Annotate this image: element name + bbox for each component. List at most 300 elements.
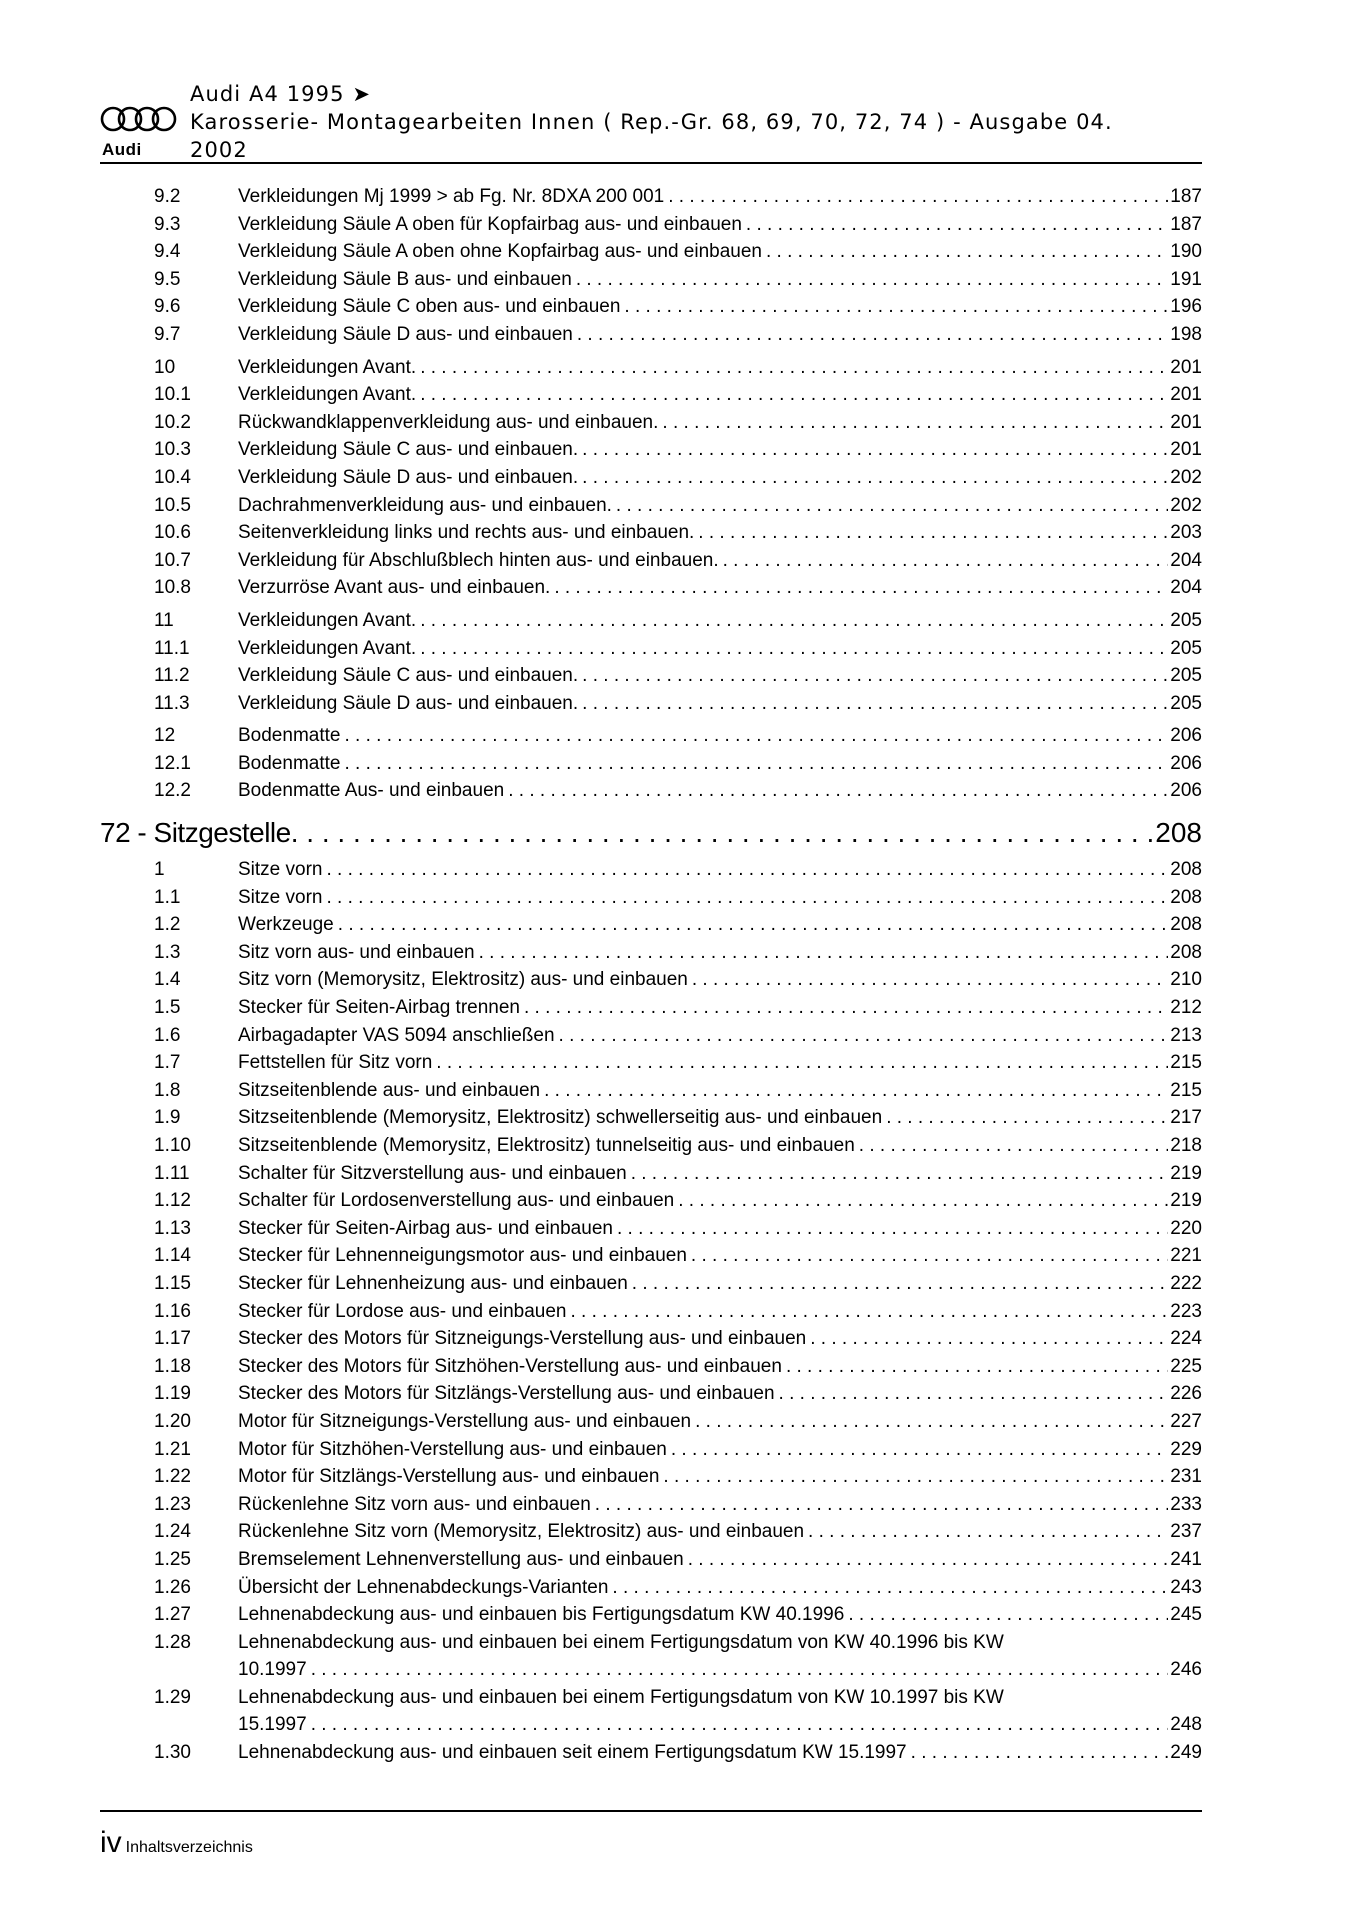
toc-entry-title-group bbox=[238, 1739, 1168, 1767]
toc-entry[interactable] bbox=[100, 1187, 1202, 1215]
toc-entry[interactable] bbox=[100, 1574, 1202, 1602]
leader-dots bbox=[608, 1574, 1168, 1602]
toc-entry[interactable] bbox=[100, 547, 1202, 575]
toc-entry-page-number: 210 bbox=[1170, 969, 1202, 991]
toc-entry[interactable] bbox=[100, 1077, 1202, 1105]
toc-entry-page-number: 219 bbox=[1170, 1162, 1202, 1184]
toc-entry-title: Sitz vorn (Memorysitz, Elektrositz) aus- und einbauen bbox=[238, 969, 688, 991]
toc-entry-title: Verkleidung Säule D aus- und einbauen bbox=[238, 323, 573, 345]
toc-entry-title: Verkleidung Säule C aus- und einbauen. bbox=[238, 665, 579, 687]
toc-entry[interactable] bbox=[100, 884, 1202, 912]
toc-entry-page-number: 218 bbox=[1170, 1135, 1202, 1156]
toc-entry-title-group bbox=[238, 293, 1168, 321]
toc-entry-title-group bbox=[238, 1546, 1168, 1574]
leader-dots bbox=[664, 183, 1168, 211]
toc-entry-page-number: 202 bbox=[1170, 494, 1202, 516]
toc-entry-title: Lehnenabdeckung aus- und einbauen bei einem Fertigungsdatum von KW 10.1997 bis KW bbox=[238, 1686, 1004, 1708]
leader-dots bbox=[573, 321, 1168, 349]
toc-entry[interactable] bbox=[100, 321, 1202, 349]
toc-entry-number: 1.21 bbox=[154, 1438, 191, 1460]
leader-dots bbox=[540, 1077, 1168, 1105]
leader-dots bbox=[291, 815, 1156, 851]
toc-entry[interactable] bbox=[100, 777, 1202, 805]
leader-dots bbox=[694, 519, 1168, 547]
toc-entry[interactable] bbox=[100, 183, 1202, 211]
toc-entry-title-group bbox=[238, 1574, 1168, 1602]
leader-dots bbox=[667, 1436, 1168, 1464]
toc-entry-title-group bbox=[238, 1491, 1168, 1519]
toc-entry-number: 1.1 bbox=[154, 886, 181, 908]
toc-entry[interactable] bbox=[100, 662, 1202, 690]
toc-entry-title: Stecker des Motors für Sitzhöhen-Verstellung aus- und einbauen bbox=[238, 1355, 782, 1377]
toc-entry-title-group bbox=[238, 662, 1168, 690]
toc-entry-page-number: 229 bbox=[1170, 1438, 1202, 1460]
toc-entry-title: Motor für Sitzhöhen-Verstellung aus- und einbauen bbox=[238, 1438, 667, 1460]
toc-entry-title: Stecker für Seiten-Airbag aus- und einbauen bbox=[238, 1217, 613, 1239]
leader-dots bbox=[762, 238, 1168, 266]
leader-dots bbox=[742, 211, 1168, 239]
toc-entry-title: Bremselement Lehnenverstellung aus- und einbauen bbox=[238, 1548, 684, 1570]
toc-entry-title-group bbox=[238, 884, 1168, 912]
toc-entry[interactable] bbox=[100, 238, 1202, 266]
toc-entry-title: Verkleidung Säule C oben aus- und einbauen bbox=[238, 296, 621, 318]
toc-entry-title: Rückenlehne Sitz vorn aus- und einbauen bbox=[238, 1493, 591, 1515]
toc-entry-number: 12.1 bbox=[154, 752, 191, 774]
toc-entry-title-group bbox=[238, 994, 1168, 1022]
leader-dots bbox=[555, 1022, 1169, 1050]
leader-dots bbox=[804, 1518, 1168, 1546]
toc-entry[interactable] bbox=[100, 966, 1202, 994]
toc-entry-page-number: 206 bbox=[1170, 780, 1202, 802]
toc-entry-page-number: 219 bbox=[1170, 1190, 1202, 1212]
toc-entry-number: 10.8 bbox=[154, 577, 191, 599]
toc-entry-title-group bbox=[238, 1353, 1168, 1381]
toc-entry-page-number: 241 bbox=[1170, 1548, 1202, 1570]
toc-chapter-heading[interactable] bbox=[100, 815, 1202, 851]
leader-dots bbox=[806, 1325, 1168, 1353]
toc-entry[interactable] bbox=[100, 994, 1202, 1022]
toc-entry-number: 1.2 bbox=[154, 914, 181, 936]
audi-wordmark: Audi bbox=[102, 140, 142, 159]
toc-entry-title-group bbox=[238, 1684, 1202, 1739]
leader-dots bbox=[334, 911, 1169, 939]
toc-entry-number: 1.10 bbox=[154, 1135, 191, 1156]
toc-entry-number: 1.29 bbox=[154, 1686, 191, 1708]
toc-entry-number: 1.3 bbox=[154, 941, 181, 963]
toc-entry[interactable] bbox=[100, 1491, 1202, 1519]
leader-dots bbox=[691, 1408, 1168, 1436]
toc-entry-title-group bbox=[238, 1436, 1168, 1464]
toc-entry-page-number: 220 bbox=[1170, 1217, 1202, 1239]
toc-entry-title: Sitzseitenblende (Memorysitz, Elektrositz) schwellerseitig aus- und einbauen bbox=[238, 1107, 883, 1129]
toc-entry-page-number: 205 bbox=[1170, 609, 1202, 631]
toc-entry[interactable] bbox=[100, 1408, 1202, 1436]
toc-entry-title-continuation: 15.1997 bbox=[238, 1714, 307, 1736]
toc-entry-number: 1 bbox=[154, 859, 165, 881]
toc-entry-title-group bbox=[238, 1022, 1168, 1050]
toc-entry-title-group bbox=[238, 1380, 1168, 1408]
toc-entry-title: Stecker des Motors für Sitzlängs-Verstellung aus- und einbauen bbox=[238, 1383, 775, 1405]
toc-entry[interactable] bbox=[100, 1104, 1202, 1132]
toc-entry-page-number: 201 bbox=[1170, 439, 1202, 461]
leader-dots bbox=[627, 1160, 1169, 1188]
toc-entry[interactable] bbox=[100, 1601, 1202, 1629]
toc-entry-page-number: 208 bbox=[1170, 914, 1202, 936]
toc-entry-title-group bbox=[238, 690, 1168, 718]
toc-entry[interactable] bbox=[100, 939, 1202, 967]
toc-entry-title-group bbox=[238, 1408, 1168, 1436]
toc-entry-page-number: 204 bbox=[1170, 549, 1202, 571]
toc-entry[interactable] bbox=[100, 690, 1202, 718]
toc-entry-page-number: 196 bbox=[1170, 296, 1202, 318]
toc-entry-number: 1.4 bbox=[154, 969, 181, 991]
leader-dots bbox=[416, 354, 1168, 382]
toc-entry-page-number: 206 bbox=[1170, 725, 1202, 747]
toc-entry-title-continuation-line bbox=[238, 1711, 1202, 1739]
toc-entry-number: 11.2 bbox=[154, 665, 190, 687]
toc-entry[interactable] bbox=[100, 1132, 1202, 1160]
toc-entry-title: Schalter für Sitzverstellung aus- und einbauen bbox=[238, 1162, 627, 1184]
toc-entry[interactable] bbox=[100, 574, 1202, 602]
toc-entry[interactable] bbox=[100, 1463, 1202, 1491]
toc-entry-number: 10.3 bbox=[154, 439, 191, 461]
toc-entry[interactable] bbox=[100, 1546, 1202, 1574]
toc-entry-title-group bbox=[238, 1049, 1168, 1077]
toc-entry[interactable] bbox=[100, 211, 1202, 239]
toc-entry-page-number: 246 bbox=[1170, 1659, 1202, 1681]
toc-entry-title-group bbox=[238, 266, 1168, 294]
toc-entry-number: 1.19 bbox=[154, 1383, 191, 1405]
toc-entry-page-number: 225 bbox=[1170, 1355, 1202, 1377]
toc-entry-title-group bbox=[238, 1187, 1168, 1215]
toc-entry-page-number: 203 bbox=[1170, 522, 1202, 544]
toc-entry-title-group bbox=[238, 607, 1168, 635]
toc-entry-page-number: 226 bbox=[1170, 1383, 1202, 1405]
toc-entry-page-number: 191 bbox=[1170, 268, 1202, 290]
toc-entry[interactable] bbox=[100, 607, 1202, 635]
toc-entry-number: 1.26 bbox=[154, 1576, 191, 1598]
toc-entry[interactable] bbox=[100, 722, 1202, 750]
leader-dots bbox=[684, 1546, 1169, 1574]
toc-entry-title: Verkleidung Säule D aus- und einbauen. bbox=[238, 692, 579, 714]
leader-dots bbox=[322, 856, 1168, 884]
toc-entry-title-group bbox=[238, 519, 1168, 547]
toc-entry[interactable] bbox=[100, 911, 1202, 939]
toc-entry-title: Lehnenabdeckung aus- und einbauen seit einem Fertigungsdatum KW 15.1997 bbox=[238, 1742, 907, 1764]
toc-entry-title: Sitze vorn bbox=[238, 859, 323, 881]
toc-entry-title: Stecker für Lehnenheizung aus- und einbauen bbox=[238, 1272, 628, 1294]
toc-entry-number: 10.7 bbox=[154, 549, 191, 571]
toc-entry[interactable] bbox=[100, 1160, 1202, 1188]
leader-dots bbox=[719, 547, 1169, 575]
toc-entry-number: 10.2 bbox=[154, 411, 191, 433]
toc-entry-title-group bbox=[238, 547, 1168, 575]
toc-entry-page-number: 237 bbox=[1170, 1521, 1202, 1543]
toc-entry-page-number: 233 bbox=[1170, 1493, 1202, 1515]
toc-entry[interactable] bbox=[100, 1380, 1202, 1408]
toc-entry-title: Sitz vorn aus- und einbauen bbox=[238, 941, 475, 963]
toc-entry-number: 1.23 bbox=[154, 1493, 191, 1515]
toc-entry-title-group bbox=[238, 1629, 1202, 1684]
table-of-contents bbox=[100, 183, 1202, 1767]
toc-entry-title: Lehnenabdeckung aus- und einbauen bei einem Fertigungsdatum von KW 40.1996 bis KW bbox=[238, 1631, 1004, 1653]
toc-entry-number: 1.14 bbox=[154, 1245, 191, 1267]
toc-entry-number: 1.16 bbox=[154, 1300, 191, 1322]
toc-entry-number: 9.4 bbox=[154, 241, 181, 263]
toc-section-before bbox=[100, 183, 1202, 805]
toc-entry-title-group bbox=[238, 1242, 1168, 1270]
leader-dots bbox=[613, 1215, 1168, 1243]
toc-entry-page-number: 208 bbox=[1170, 886, 1202, 908]
leader-dots bbox=[628, 1270, 1169, 1298]
toc-entry-title-group bbox=[238, 1160, 1168, 1188]
toc-entry-number: 1.13 bbox=[154, 1217, 191, 1239]
toc-entry-title-group bbox=[238, 750, 1168, 778]
toc-entry-number: 1.7 bbox=[154, 1052, 181, 1074]
leader-dots bbox=[620, 293, 1168, 321]
toc-entry-title: Rückwandklappenverkleidung aus- und einbauen. bbox=[238, 411, 659, 433]
leader-dots bbox=[416, 381, 1168, 409]
toc-entry[interactable] bbox=[100, 266, 1202, 294]
toc-entry[interactable] bbox=[100, 1049, 1202, 1077]
toc-entry[interactable] bbox=[100, 293, 1202, 321]
toc-entry-title: Fettstellen für Sitz vorn bbox=[238, 1052, 433, 1074]
toc-entry[interactable] bbox=[100, 1518, 1202, 1546]
toc-entry-number: 10.4 bbox=[154, 466, 191, 488]
leader-dots bbox=[674, 1187, 1168, 1215]
toc-entry-title-group bbox=[238, 183, 1168, 211]
leader-dots bbox=[340, 722, 1168, 750]
toc-entry-page-number: 215 bbox=[1170, 1052, 1202, 1074]
leader-dots bbox=[907, 1739, 1169, 1767]
header-divider bbox=[100, 162, 1202, 164]
toc-entry-page-number: 217 bbox=[1170, 1107, 1202, 1129]
toc-entry[interactable] bbox=[100, 1325, 1202, 1353]
toc-entry[interactable] bbox=[100, 1684, 1202, 1739]
toc-entry-title-group bbox=[238, 911, 1168, 939]
toc-entry-title-group bbox=[238, 211, 1168, 239]
toc-entry[interactable] bbox=[100, 1270, 1202, 1298]
leader-dots bbox=[322, 884, 1168, 912]
toc-entry-number: 1.22 bbox=[154, 1466, 191, 1488]
toc-entry-title-continuation: 10.1997 bbox=[238, 1659, 307, 1681]
toc-entry[interactable] bbox=[100, 1629, 1202, 1684]
toc-entry-title: Bodenmatte bbox=[238, 725, 341, 747]
toc-entry[interactable] bbox=[100, 519, 1202, 547]
toc-entry-title-group bbox=[238, 777, 1168, 805]
toc-entry[interactable] bbox=[100, 1298, 1202, 1326]
toc-entry-title: Verkleidung Säule D aus- und einbauen. bbox=[238, 466, 579, 488]
toc-entry-title-group bbox=[238, 492, 1168, 520]
toc-entry[interactable] bbox=[100, 464, 1202, 492]
toc-entry-title: Airbagadapter VAS 5094 anschließen bbox=[238, 1024, 555, 1046]
toc-entry-title: Sitzseitenblende (Memorysitz, Elektrositz) tunnelseitig aus- und einbauen bbox=[238, 1135, 855, 1156]
toc-entry-page-number: 201 bbox=[1170, 384, 1202, 406]
toc-entry-title-group bbox=[238, 856, 1168, 884]
toc-entry-title-group bbox=[238, 1104, 1168, 1132]
toc-entry-title: Verkleidung Säule B aus- und einbauen bbox=[238, 268, 572, 290]
toc-entry-title-group bbox=[238, 1077, 1168, 1105]
toc-entry-page-number: 205 bbox=[1170, 692, 1202, 714]
toc-entry-page-number: 248 bbox=[1170, 1714, 1202, 1736]
toc-entry-page-number: 190 bbox=[1170, 241, 1202, 263]
toc-entry-title-group bbox=[238, 574, 1168, 602]
toc-entry-title-group bbox=[238, 1298, 1168, 1326]
toc-entry-number: 1.15 bbox=[154, 1272, 191, 1294]
toc-entry-title-group bbox=[238, 1463, 1168, 1491]
chapter-title: 72 - Sitzgestelle bbox=[100, 817, 291, 849]
toc-entry-page-number: 187 bbox=[1170, 213, 1202, 235]
toc-entry-number: 11 bbox=[154, 609, 174, 631]
toc-entry-title: Stecker für Lordose aus- und einbauen bbox=[238, 1300, 567, 1322]
leader-dots bbox=[504, 777, 1168, 805]
toc-entry-number: 1.9 bbox=[154, 1107, 181, 1129]
page-footer bbox=[100, 1826, 253, 1860]
toc-entry-page-number: 231 bbox=[1170, 1466, 1202, 1488]
leader-dots bbox=[567, 1298, 1169, 1326]
toc-entry-title-group bbox=[238, 1325, 1168, 1353]
leader-dots bbox=[659, 1463, 1168, 1491]
toc-entry-title-group bbox=[238, 238, 1168, 266]
toc-entry-title-group bbox=[238, 1601, 1168, 1629]
toc-entry[interactable] bbox=[100, 492, 1202, 520]
toc-entry[interactable] bbox=[100, 436, 1202, 464]
leader-dots bbox=[844, 1601, 1168, 1629]
leader-dots bbox=[432, 1049, 1168, 1077]
toc-entry[interactable] bbox=[100, 1436, 1202, 1464]
toc-entry-title-group bbox=[238, 1132, 1168, 1160]
toc-entry-title-group bbox=[238, 409, 1168, 437]
toc-entry[interactable] bbox=[100, 635, 1202, 663]
toc-entry-title: Motor für Sitzlängs-Verstellung aus- und einbauen bbox=[238, 1466, 660, 1488]
leader-dots bbox=[658, 409, 1168, 437]
leader-dots bbox=[687, 1242, 1168, 1270]
toc-entry-page-number: 221 bbox=[1170, 1245, 1202, 1267]
toc-entry-title-group bbox=[238, 966, 1168, 994]
toc-entry-page-number: 198 bbox=[1170, 323, 1202, 345]
toc-entry-number: 12.2 bbox=[154, 780, 191, 802]
toc-entry-page-number: 208 bbox=[1170, 941, 1202, 963]
toc-section-after bbox=[100, 856, 1202, 1767]
toc-entry-title-continuation-line bbox=[238, 1656, 1202, 1684]
leader-dots bbox=[550, 574, 1168, 602]
header-line-3: 2002 bbox=[190, 138, 248, 162]
leader-dots bbox=[307, 1656, 1169, 1684]
toc-entry-title-group bbox=[238, 939, 1168, 967]
toc-entry-title: Verkleidungen Mj 1999 > ab Fg. Nr. 8DXA 200 001 bbox=[238, 186, 665, 207]
toc-entry[interactable] bbox=[100, 409, 1202, 437]
toc-entry[interactable] bbox=[100, 856, 1202, 884]
header-line-1: Audi A4 1995 ➤ bbox=[190, 82, 372, 106]
toc-entry-number: 10.6 bbox=[154, 522, 191, 544]
toc-entry-title: Verkleidung Säule A oben für Kopfairbag aus- und einbauen bbox=[238, 213, 742, 235]
leader-dots bbox=[520, 994, 1168, 1022]
toc-entry-number: 11.1 bbox=[154, 637, 190, 659]
leader-dots bbox=[855, 1132, 1169, 1160]
toc-entry-number: 1.30 bbox=[154, 1742, 191, 1764]
toc-entry-title: Verzurröse Avant aus- und einbauen. bbox=[238, 577, 551, 599]
toc-entry-number: 1.18 bbox=[154, 1355, 191, 1377]
toc-entry-number: 1.5 bbox=[154, 997, 181, 1019]
toc-entry-number: 9.2 bbox=[154, 186, 181, 207]
toc-entry-title: Verkleidungen Avant. bbox=[238, 637, 417, 659]
header-line-2: Karosserie- Montagearbeiten Innen ( Rep.-Gr. 68, 69, 70, 72, 74 ) - Ausgabe 04. bbox=[190, 110, 1113, 134]
toc-entry-number: 10.5 bbox=[154, 494, 191, 516]
toc-entry-title: Verkleidungen Avant. bbox=[238, 356, 417, 378]
toc-entry-title: Lehnenabdeckung aus- und einbauen bis Fertigungsdatum KW 40.1996 bbox=[238, 1604, 845, 1626]
toc-entry-title-group bbox=[238, 1270, 1168, 1298]
leader-dots bbox=[578, 662, 1168, 690]
toc-entry-number: 1.17 bbox=[154, 1328, 191, 1350]
toc-entry-title-group bbox=[238, 1215, 1168, 1243]
toc-entry-number: 1.27 bbox=[154, 1604, 191, 1626]
toc-entry-page-number: 187 bbox=[1170, 186, 1202, 207]
page-header bbox=[100, 78, 1202, 164]
toc-entry-title: Werkzeuge bbox=[238, 914, 334, 936]
toc-entry[interactable] bbox=[100, 354, 1202, 382]
toc-entry[interactable] bbox=[100, 750, 1202, 778]
toc-entry-title: Dachrahmenverkleidung aus- und einbauen. bbox=[238, 494, 612, 516]
toc-entry-title: Motor für Sitzneigungs-Verstellung aus- und einbauen bbox=[238, 1410, 692, 1432]
toc-entry-number: 9.6 bbox=[154, 296, 181, 318]
toc-entry-number: 1.8 bbox=[154, 1079, 181, 1101]
audi-rings-icon bbox=[100, 106, 180, 136]
toc-entry-page-number: 205 bbox=[1170, 665, 1202, 687]
leader-dots bbox=[475, 939, 1169, 967]
toc-entry-title: Verkleidungen Avant. bbox=[238, 384, 417, 406]
toc-entry-title: Bodenmatte Aus- und einbauen bbox=[238, 780, 505, 802]
toc-entry-page-number: 213 bbox=[1170, 1024, 1202, 1046]
toc-entry[interactable] bbox=[100, 1353, 1202, 1381]
toc-entry[interactable] bbox=[100, 1739, 1202, 1767]
toc-entry-title-group bbox=[238, 635, 1168, 663]
toc-entry-page-number: 201 bbox=[1170, 411, 1202, 433]
toc-entry-title: Sitzseitenblende aus- und einbauen bbox=[238, 1079, 541, 1101]
footer-label: Inhaltsverzeichnis bbox=[125, 1839, 253, 1856]
toc-entry-page-number: 215 bbox=[1170, 1079, 1202, 1101]
toc-entry-number: 1.11 bbox=[154, 1162, 190, 1184]
toc-entry-title: Sitze vorn bbox=[238, 886, 323, 908]
toc-entry-number: 9.3 bbox=[154, 213, 181, 235]
leader-dots bbox=[688, 966, 1168, 994]
toc-entry-page-number: 249 bbox=[1170, 1742, 1202, 1764]
toc-entry-number: 10 bbox=[154, 356, 176, 378]
toc-entry[interactable] bbox=[100, 1022, 1202, 1050]
footer-divider bbox=[100, 1810, 1202, 1812]
toc-entry-page-number: 201 bbox=[1170, 356, 1202, 378]
leader-dots bbox=[882, 1104, 1168, 1132]
toc-entry-title: Übersicht der Lehnenabdeckungs-Varianten bbox=[238, 1576, 609, 1598]
toc-entry-title: Schalter für Lordosenverstellung aus- und einbauen bbox=[238, 1190, 675, 1212]
toc-entry-title: Seitenverkleidung links und rechts aus- und einbauen. bbox=[238, 522, 695, 544]
toc-entry-number: 11.3 bbox=[154, 692, 190, 714]
toc-entry[interactable] bbox=[100, 381, 1202, 409]
chapter-page-number: 208 bbox=[1155, 817, 1202, 849]
leader-dots bbox=[307, 1711, 1169, 1739]
leader-dots bbox=[782, 1353, 1168, 1381]
toc-entry[interactable] bbox=[100, 1215, 1202, 1243]
toc-entry-page-number: 245 bbox=[1170, 1604, 1202, 1626]
toc-entry-page-number: 205 bbox=[1170, 637, 1202, 659]
header-title bbox=[190, 80, 1113, 164]
toc-entry-page-number: 208 bbox=[1170, 859, 1202, 881]
audi-logo bbox=[100, 106, 182, 164]
toc-entry-page-number: 204 bbox=[1170, 577, 1202, 599]
toc-entry-page-number: 243 bbox=[1170, 1576, 1202, 1598]
leader-dots bbox=[578, 436, 1168, 464]
toc-entry[interactable] bbox=[100, 1242, 1202, 1270]
toc-entry-title: Verkleidungen Avant. bbox=[238, 609, 417, 631]
